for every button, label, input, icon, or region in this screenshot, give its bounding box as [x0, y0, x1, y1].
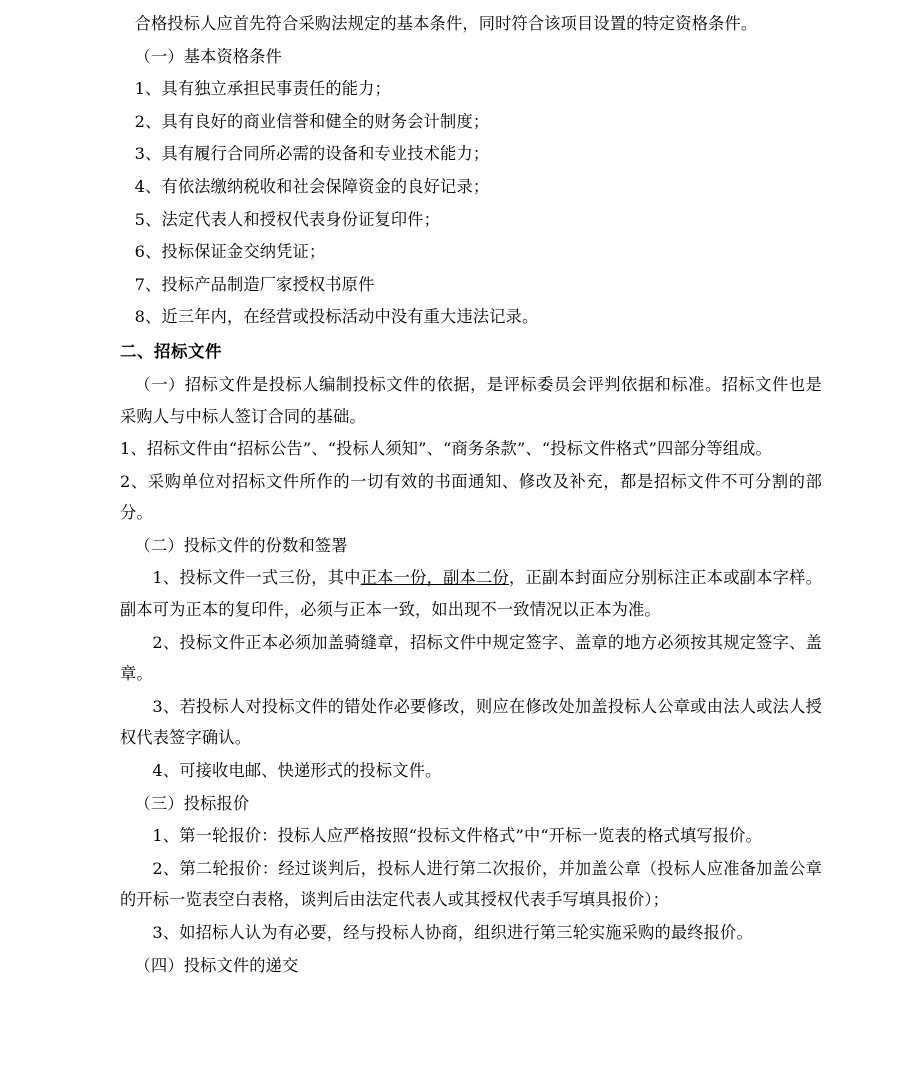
list-item-6: 6、投标保证金交纳凭证；	[134, 242, 326, 262]
paragraph-quotation-round-2: 2、第二轮报价：经过谈判后，投标人进行第二次报价，并加盖公章（投标人应准备加盖公章的开标一览表空白表格，谈判后由法定代表人或其授权代表手写填具报价）；	[120, 858, 822, 910]
list-item-1: 1、具有独立承担民事责任的能力；	[134, 79, 391, 99]
paragraph-correction-requirement: 3、若投标人对投标文件的错处作必要修改，则应在修改处加盖投标人公章或由法人或法人授权代表签字确认。	[120, 696, 822, 748]
paragraph-quotation-round-3: 3、如招标人认为有必要，经与投标人协商，组织进行第三轮实施采购的最终报价。	[152, 923, 753, 943]
paragraph-copies-count	[120, 562, 822, 625]
copies-count-underlined: 正本一份，副本二份	[360, 568, 509, 588]
paragraph-delivery-methods: 4、可接收电邮、快递形式的投标文件。	[152, 761, 442, 781]
list-item-8: 8、近三年内，在经营或投标活动中没有重大违法记录。	[134, 307, 539, 327]
paragraph-section-copies-signature: （二）投标文件的份数和签署	[134, 535, 348, 555]
paragraph-seal-requirement: 2、投标文件正本必须加盖骑缝章，招标文件中规定签字、盖章的地方必须按其规定签字、盖章。	[120, 632, 822, 684]
section-heading-tender-documents: 二、招标文件	[120, 341, 222, 361]
list-item-5: 5、法定代表人和授权代表身份证复印件；	[134, 209, 441, 229]
paragraph-section-basic-qualification: （一）基本资格条件	[134, 46, 283, 66]
paragraph-tender-doc-basis: （一）招标文件是投标人编制投标文件的依据，是评标委员会评判依据和标准。招标文件也是采购人与中标人签订合同的基础。	[120, 374, 822, 426]
paragraph-tender-doc-composition: 1、招标文件由“招标公告”、“投标人须知”、“商务条款”、“投标文件格式”四部分等组成。	[120, 439, 772, 459]
list-item-4: 4、有依法缴纳税收和社会保障资金的良好记录；	[134, 176, 490, 196]
paragraph-intro: 合格投标人应首先符合采购法规定的基本条件，同时符合该项目设置的特定资格条件。	[134, 14, 758, 33]
list-item-2: 2、具有良好的商业信誉和健全的财务会计制度；	[134, 111, 490, 131]
copies-count-suffix: ，正副本封面应分别标注正本或副本字样。副本可为正本的复印件，必须与正本一致，如出现不一致情况以正本为准。	[120, 568, 822, 620]
paragraph-tender-doc-amendments: 2、采购单位对招标文件所作的一切有效的书面通知、修改及补充，都是招标文件不可分割的部分。	[120, 471, 822, 523]
list-item-7: 7、投标产品制造厂家授权书原件	[134, 274, 375, 294]
paragraph-section-bid-quotation: （三）投标报价	[134, 793, 250, 813]
list-item-3: 3、具有履行合同所必需的设备和专业技术能力；	[134, 144, 490, 164]
paragraph-section-submission: （四）投标文件的递交	[134, 955, 299, 975]
paragraph-quotation-round-1: 1、第一轮报价：投标人应严格按照“投标文件格式”中“开标一览表的格式填写报价。	[152, 826, 762, 846]
copies-count-prefix: 1、投标文件一式三份，其中	[152, 568, 361, 588]
